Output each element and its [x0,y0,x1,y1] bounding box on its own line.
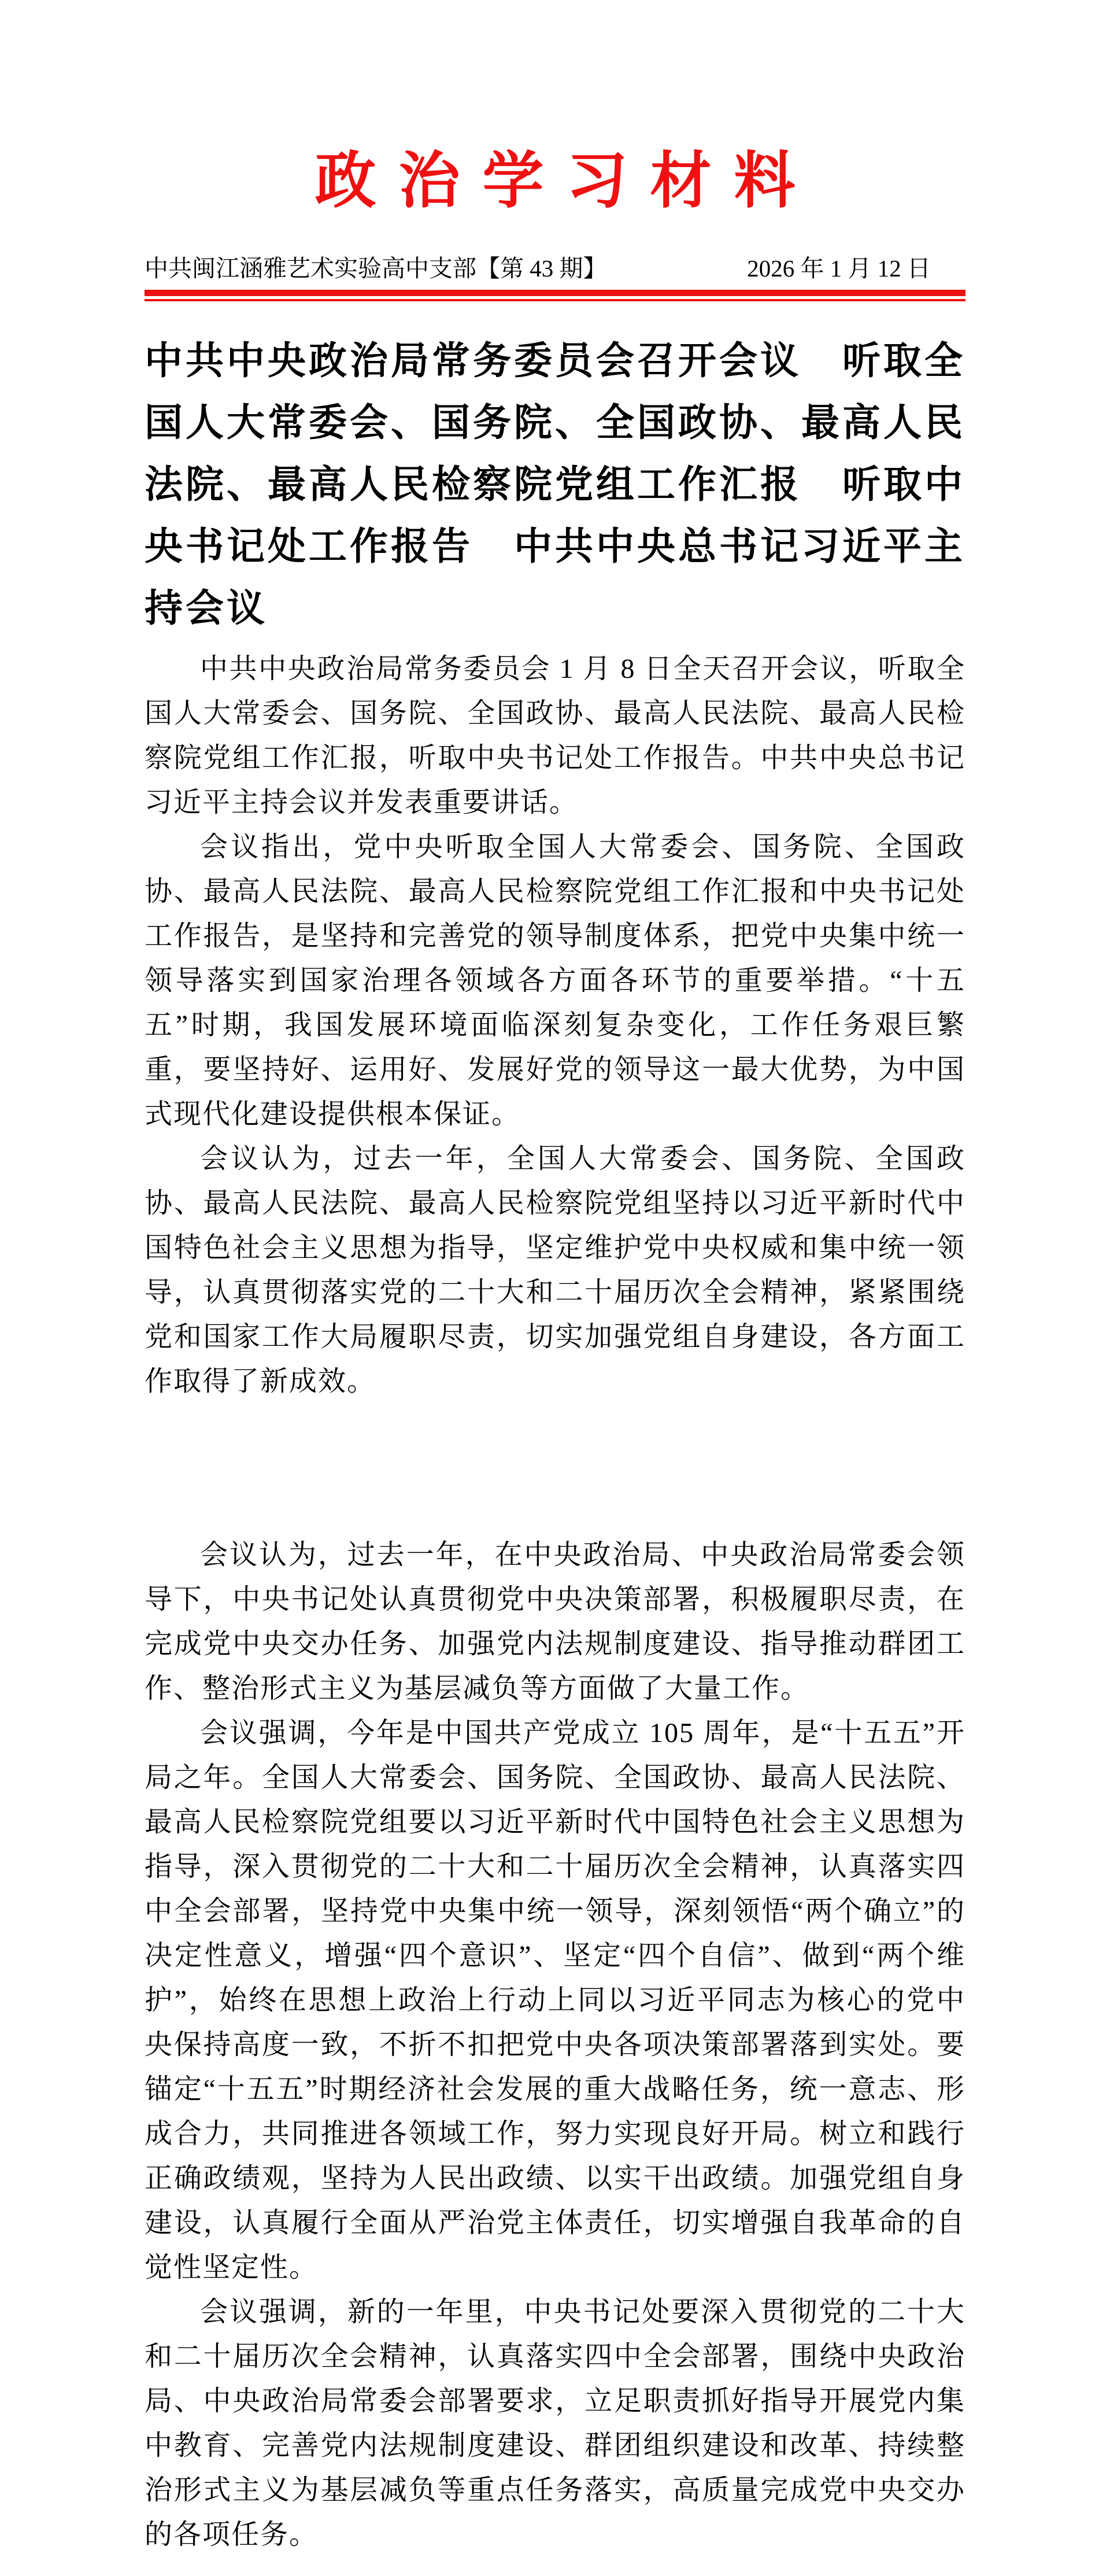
article [145,330,965,2557]
issuer-and-issue-number: 中共闽江涵雅艺术实验高中支部【第 43 期】 [145,255,607,282]
masthead-rule-thick [145,290,965,296]
article-paragraph: 中共中央政治局常务委员会 1 月 8 日全天召开会议，听取全国人大常委会、国务院、全国政协、最高人民法院、最高人民检察院党组工作汇报，听取中央书记处工作报告。中共中央总书记习近平主持会议并发表重要讲话。 [145,654,965,818]
article-paragraph: 会议认为，过去一年，在中央政治局、中央政治局常委会领导下，中央书记处认真贯彻党中央决策部署，积极履职尽责，在完成党中央交办任务、加强党内法规制度建设、指导推动群团工作、整治形式主义为基层减负等方面做了大量工作。 [145,1540,965,1704]
issue-line [145,254,965,282]
masthead-title: 政治学习材料 [314,147,818,215]
article-paragraph: 会议强调，新的一年里，中央书记处要深入贯彻党的二十大和二十届历次全会精神，认真落实四中全会部署，围绕中央政治局、中央政治局常委会部署要求，立足职责抓好指导开展党内集中教育、完善党内法规制度建设、群团组织建设和改革、持续整治形式主义为基层减负等重点任务落实，高质量完成党中央交办的各项任务。 [145,2297,965,2550]
issue-date: 2026 年 1 月 12 日 [747,255,931,282]
article-paragraph: 会议强调，今年是中国共产党成立 105 周年，是“十五五”开局之年。全国人大常委会、国务院、全国政协、最高人民法院、最高人民检察院党组要以习近平新时代中国特色社会主义思想为指导，深入贯彻党的二十大和二十届历次全会精神，认真落实四中全会部署，坚持党中央集中统一领导，深刻领悟“两个确立”的决定性意义，增强“四个意识”、坚定“四个自信”、做到“两个维护”，始终在思想上政治上行动上同以习近平同志为核心的党中央保持高度一致，不折不扣把党中央各项决策部署落到实处。要锚定“十五五”时期经济社会发展的重大战略任务，统一意志、形成合力，共同推进各领域工作，努力实现良好开局。树立和践行正确政绩观，坚持为人民出政绩、以实干出政绩。加强党组自身建设，认真履行全面从严治党主体责任，切实增强自我革命的自觉性坚定性。 [145,1718,965,2283]
article-paragraph: 会议指出，党中央听取全国人大常委会、国务院、全国政协、最高人民法院、最高人民检察院党组工作汇报和中央书记处工作报告，是坚持和完善党的领导制度体系，把党中央集中统一领导落实到国家治理各领域各方面各环节的重要举措。“十五五”时期，我国发展环境面临深刻复杂变化，工作任务艰巨繁重，要坚持好、运用好、发展好党的领导这一最大优势，为中国式现代化建设提供根本保证。 [145,832,965,1130]
article-paragraph: 会议认为，过去一年，全国人大常委会、国务院、全国政协、最高人民法院、最高人民检察院党组坚持以习近平新时代中国特色社会主义思想为指导，坚定维护党中央权威和集中统一领导，认真贯彻落实党的二十大和二十届历次全会精神，紧紧围绕党和国家工作大局履职尽责，切实加强党组自身建设，各方面工作取得了新成效。 [145,1143,965,1397]
masthead-rule-thin [145,299,965,301]
document-content [145,147,965,2557]
page-break-gap [145,1404,965,1533]
article-headline: 中共中央政治局常务委员会召开会议 听取全国人大常委会、国务院、全国政协、最高人民法院、最高人民检察院党组工作汇报 听取中央书记处工作报告 中共中央总书记习近平主持会议 [145,340,965,630]
